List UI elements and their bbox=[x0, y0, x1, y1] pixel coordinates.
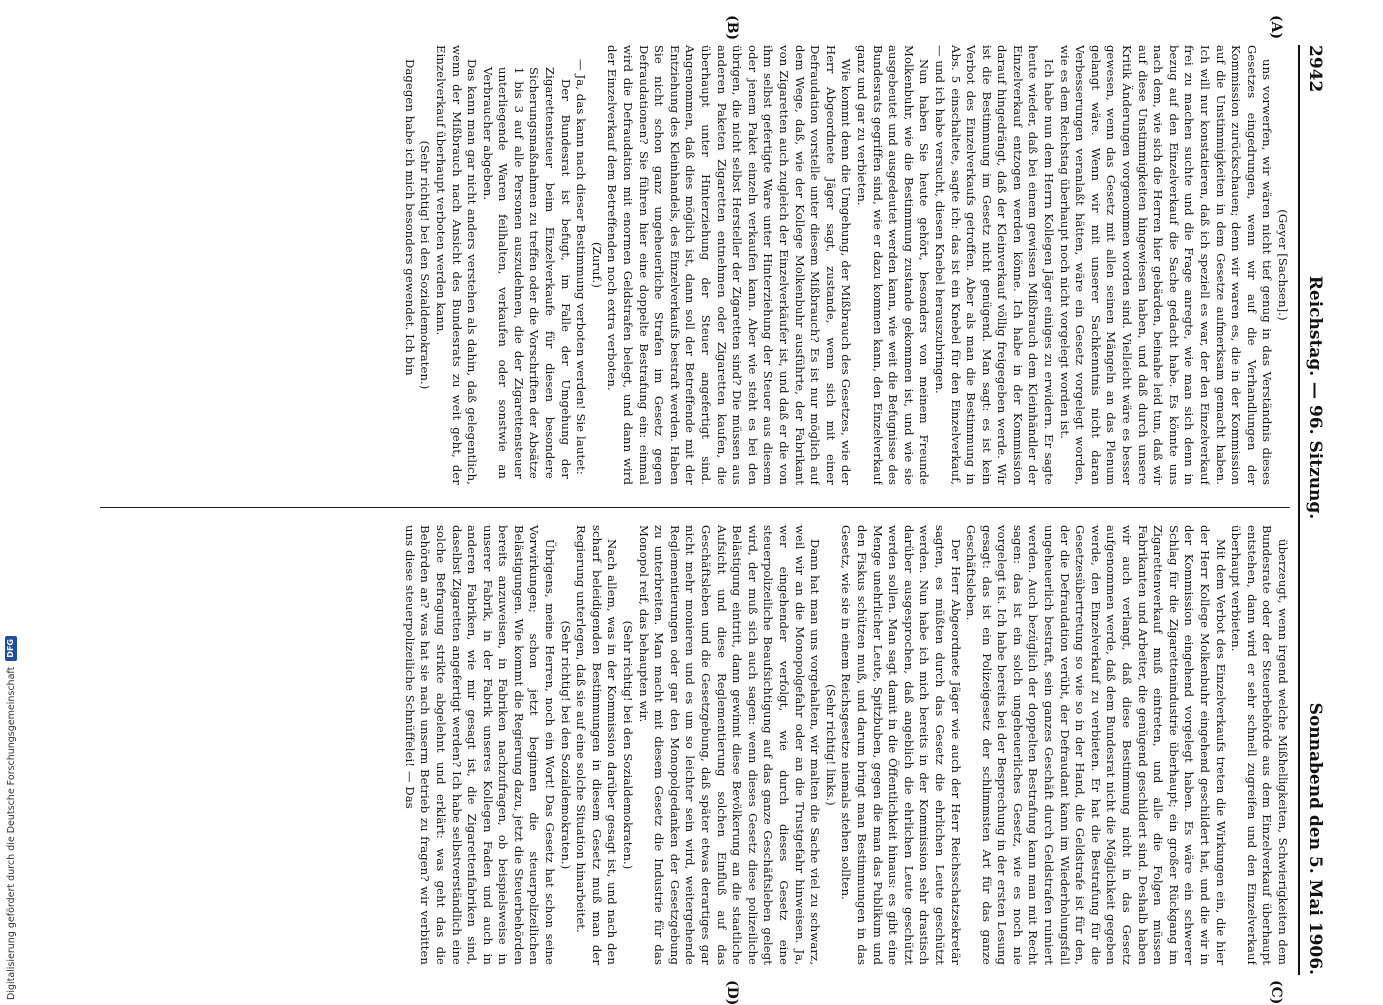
paragraph: Ich habe nun dem Herrn Kollegen Jäger einiges zu erwidern. Er sagte heute wieder, daß bei einem gewissen Mißbrauch dem Kleinhändler der Einzelverkauf entzogen werden könne. Ich habe in der Kommission darauf hingedrängt, daß der Kleinverkauf völlig freigegeben werde. Wir ist die Bestimmung im Gesetz nicht genügend. Man sagt: es ist kein Verbot des Einzelverkaufs getroffen. Aber als man die Bestimmung in Abs. 5 einschaltete, sagte ich: das ist ein Knebel für den Einzelverkauf, — und ich habe versucht, diesen Knebel herauszubringen. bbox=[932, 45, 1057, 485]
paragraph: uns vorwerfen, wir wären nicht tief genug in das Verständnis dieses Gesetzes eingedrungen, wenn wir auf die Verhandlungen der Kommission zurückschauen; denn wir waren es, die in der Kommission auf die Unstimmigkeiten in dem Gesetze aufmerksam gemacht haben. Ich will nur konstatieren, daß ich speziell es war, der den Einzelverkauf frei zu machen suchte und die Frage anregte, wie man sich denn in bezug auf den Einzelverkauf die Sache gedacht habe. Es könnte uns nach dem, wie sich die Herren hier gebärden, beinahe leid tun, daß wir auf diese Unstimmigkeiten hingewiesen haben, und daß durch unsere Kritik Änderungen vorgenommen worden sind. Vielleicht wäre es besser gewesen, wenn das Gesetz mit allen seinen Mängeln an das Plenum gelangt wäre. Wenn wir mit unserer Sachkenntnis nicht daran Verbesserungen veranlaßt hätten, wäre ein Gesetz vorgelegt worden, wie es dem Reichstag überhaupt noch nicht vorgelegt worden ist. bbox=[1057, 45, 1275, 485]
margin-marker-c: (C) bbox=[1268, 980, 1284, 1005]
paragraph: Übrigens, meine Herren, noch ein Wort! Das Gesetz hat schon seine Vorwirkungen; schon jetzt beginnen die steuerpolizeilichen Belästigungen. Wie kommt die Regierung dazu, jetzt die Steuerbehörden bereits anzuweisen, in Fabriken nachzufragen, ob beispielsweise in unserer Fabrik, in der Fabrik unseres Kollegen Faden und auch in anderen Fabriken, wie mir gesagt ist, die Zigarettenfabriken sind, daselbst Zigaretten angefertigt werden? Ich habe selbstverständlich eine solche Befragung strikte abgelehnt und erklärt: was geht das die Behörden an? was hat sie nach unserm Betrieb zu fragen? wir verbitten uns diese steuerpolizeiliche Schnüffelei! — Das bbox=[402, 525, 558, 965]
speaker-label: (Geyer [Sachsen].) bbox=[1276, 209, 1290, 321]
paragraph: Nach allem, was in der Kommission darüber gesagt ist, und nach den scharf beleidigenden Bestimmungen in diesem Gesetz muß man der Regierung unterlegen, daß sie auf eine solche Situation hinarbeitet. bbox=[574, 525, 620, 965]
margin-marker-d: (D) bbox=[724, 980, 740, 1005]
page-header bbox=[1298, 45, 1330, 975]
paragraph: Dagegen habe ich mich besonders gewendet. Ich bin bbox=[402, 59, 417, 376]
paragraph: Nun haben Sie heute gehört, besonders von meinem Freunde Molkenbuhr, wie die Bestimmung zustande gekommen ist, und wie sie ausgebeutet und ausgedeutet werden kann, wie weit die Befugnisse des Bundesrats gegriffen sind, wie er dazu kommen kann, den Einzelverkauf ganz und gar zu verbieten. bbox=[854, 45, 932, 485]
digitization-credit bbox=[4, 10, 18, 1000]
law-quote: Der Bundesrat ist befugt, im Falle der Umgehung der Zigarettensteuer beim Einzelverkaufe für diesen besondere Sicherungsmaßnahmen zu treffen oder die Vorschriften der Absätze 1 bis 3 auf alle Personen auszudehnen, die der Zigarettensteuer unterliegende Waren feilhalten, verkaufen oder sonstwie an Verbraucher abgeben. bbox=[480, 67, 573, 479]
paragraph: Das kann man gar nicht anders verstehen als dahin, daß gelegentlich, wenn der Mißbrauch nach Ansicht des Bundesrats zu weit geht, der Einzelverkauf überhaupt verboten werden kann. bbox=[433, 45, 480, 485]
interjection: (Zuruf.) bbox=[589, 242, 604, 288]
paragraph: Mit dem Verbot des Einzelverkaufs treten die Wirkungen ein, die hier der Herr Kollege Molkenbuhr eingehend geschildert hat, und die wir in der Kommission eingehend vorgelegt haben. Es wäre ein schwerer Schlag für die Zigarettenindustrie überhaupt; ein großer Rückgang im Zigarettenverkauf muß eintreten, und alle die Folgen müssen Fabrikanten und Arbeiter, die genügend geschildert sind. Deshalb haben wir auch verlangt, daß diese Bestimmung nicht in das Gesetz aufgenommen werde, daß dem Bundesrat nicht die Möglichkeit gegeben werde, den Einzelverkauf zu verbieten. Er hat die Bestrafung für die Gesetzesübertretung so wie so in der Hand, die Geldstrafe ist für den, der die Defraudation verübt, der Defraudant kann im Wiederholungsfall ungeheuerlich bestraft, sein ganzes Geschäft durch Geldstrafen ruiniert werden. Auch bezüglich der doppelten Bestrafung kann man mit Recht sagen: das ist ein solch ungeheuerliches Gesetz, wie es noch nie vorgelegt ist. Ich habe bereits bei der Besprechung in der ersten Lesung gesagt: das ist ein Polizeigesetz der schlimmsten Art für das ganze Geschäftsleben. bbox=[964, 525, 1228, 965]
interjection: (Sehr richtig! bei den Sozialdemokraten.) bbox=[558, 620, 573, 870]
interjection: (Sehr richtig! bei den Sozialdemokraten.) bbox=[418, 140, 433, 390]
margin-marker-b: (B) bbox=[724, 15, 740, 41]
paragraph: überzeugt, wenn irgend welche Mißhelligkeiten, Schwierigkeiten dem Bundesrate oder der Steuerbehörde aus dem Einzelverkauf überhaupt entstehen, dann wird er sehr schnell zugreifen und den Einzelverkauf überhaupt verbieten. bbox=[1229, 525, 1290, 965]
dfg-logo: DFG bbox=[5, 636, 17, 661]
margin-marker-a: (A) bbox=[1268, 15, 1284, 40]
paragraph: — Ja, das kann nach dieser Bestimmung verboten werden! Sie lautet: bbox=[574, 59, 589, 475]
interjection: (Sehr richtig! links.) bbox=[823, 684, 838, 806]
page-number: 2942 bbox=[1305, 45, 1325, 93]
header-date: Sonnabend den 5. Mai 1906. bbox=[1305, 702, 1325, 975]
column-divider bbox=[100, 507, 1290, 508]
scanned-page bbox=[80, 15, 1330, 1005]
interjection: (Sehr richtig! bei den Sozialdemokraten.) bbox=[621, 620, 636, 870]
paragraph: Der Herr Abgeordnete Jäger wie auch der Herr Reichsschatzsekretär sagten, es müßten durch das Gesetz die ehrlichen Leute geschützt werden. Nun habe ich mich bereits in der Kommission sehr drastisch darüber ausgesprochen, daß angeblich die ehrlichen Leute geschützt werden sollen. Man sagt damit in die Öffentlichkeit hinaus: es gibt eine Menge unehrlicher Leute, Spitzbuben, gegen die man das Publikum und den Fiskus schützen muß, und darum bringt man Bestimmungen in das Gesetz, wie sie in einem Reichsgesetze niemals stehen sollten. bbox=[839, 525, 963, 965]
header-title: Reichstag. — 96. Sitzung. bbox=[1305, 275, 1325, 520]
paragraph: Dann hat man uns vorgehalten, wir malten die Sache viel zu schwarz, weil wir an die Monopolgefahr oder an die Trustgefahr hinweisen. Ja, wer eingehender verfolgt, wie durch dieses Gesetz eine steuerpolizeiliche Beaufsichtigung auf das ganze Geschäftsleben gelegt wird, der muß sich auch sagen: wenn dieses Gesetz diese polizeiliche Belästigung eintritt, dann gewinnt diese Bevölkerung an die staatliche Aufsicht und diese Reglementierung solchen Einfluß auf das Geschäftsleben und die Gesetzgebung, daß später etwas derartiges gar nicht mehr monieren und es um so leichter sein wird, weitergehende Reglementierungen oder gar den Monopolgedanken der Gesetzgebung zu unterbreiten. Man macht mit diesem Gesetz die Industrie für das Monopol reif, das behaupten wir. bbox=[636, 525, 823, 965]
right-column bbox=[95, 525, 1290, 965]
paragraph: Wie kommt denn die Umgehung, der Mißbrauch des Gesetzes, wie der Herr Abgeordnete Jäger sagt, zustande, wenn sich mit einer Defraudation vorstelle unter diesem Mißbrauch? Es ist nur möglich auf dem Wege, daß, wie der Kollege Molkenbuhr ausführte, der Fabrikant von Zigaretten auch zugleich der Einzelverkäufer ist, und daß er die von ihm selbst gefertigte Ware unter Hinterziehung der Steuer aus diesem oder jenem Paket einzeln verkaufen kann. Aber wie steht es bei den übrigen, die nicht selbst Hersteller der Zigaretten sind? Die müssen aus anderen Paketen Zigaretten entnehmen oder Zigaretten kaufen, die überhaupt unter Hinterziehung der Steuer angefertigt sind. Angenommen, daß dies möglich ist, dann soll der Betreffende mit der Entziehung des Kleinhandels, des Einzelverkaufs bestraft werden. Haben Sie nicht schon ganz ungeheuerliche Strafen im Gesetz gegen Defraudationen? Sie führen hier eine doppelte Bestrafung ein: einmal wird die Defraudation mit enormen Geldstrafen belegt, und dann wird der Einzelverkauf dem Betreffenden noch extra verboten. bbox=[605, 45, 854, 485]
left-column bbox=[95, 45, 1290, 485]
credit-text: Digitalisierung gefördert durch die Deutsche Forschungsgemeinschaft bbox=[5, 666, 17, 1000]
